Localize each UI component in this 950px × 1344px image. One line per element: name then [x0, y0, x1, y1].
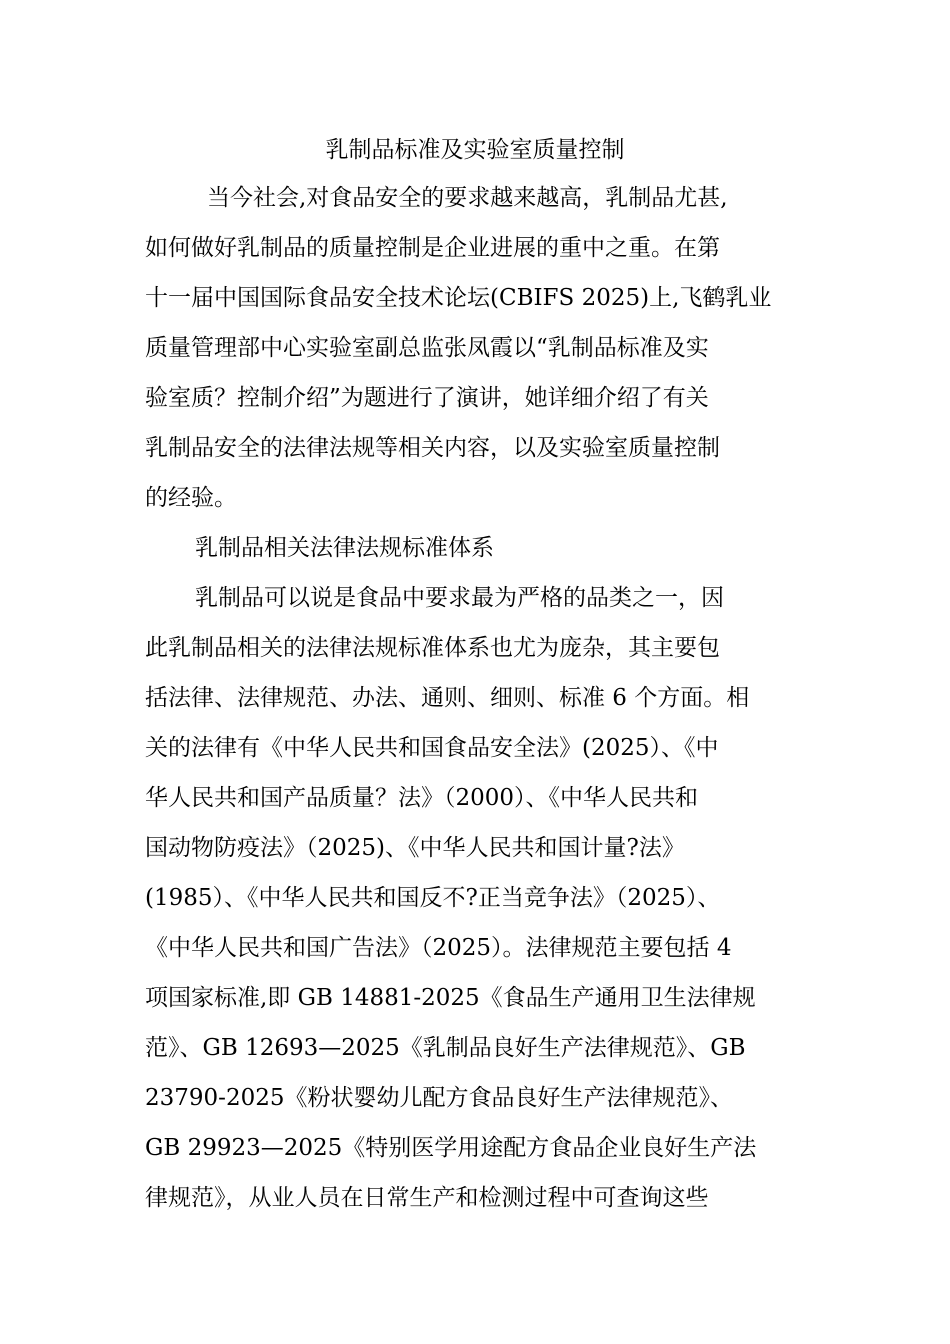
body-line: 乳制品可以说是食品中要求最为严格的品类之一，因 — [195, 585, 724, 611]
body-line: 十一届中国国际食品安全技术论坛(CBIFS 2025)上,飞鹤乳业 — [145, 285, 772, 311]
document-title: 乳制品标准及实验室质量控制 — [325, 137, 625, 163]
body-line: 范》、GB 12693—2025《乳制品良好生产法律规范》、GB — [145, 1035, 746, 1061]
body-line: 关的法律有《中华人民共和国食品安全法》(2025）、《中 — [145, 735, 719, 761]
body-line: 质量管理部中心实验室副总监张凤霞以“乳制品标准及实 — [145, 335, 709, 361]
body-line: 《中华人民共和国广告法》（2025）。法律规范主要包括 4 — [145, 935, 732, 961]
body-line: GB 29923—2025《特别医学用途配方食品企业良好生产法 — [145, 1135, 757, 1161]
body-line: 华人民共和国产品质量？法》（2000）、《中华人民共和 — [145, 785, 699, 811]
body-line: 23790-2025《粉状婴幼儿配方食品良好生产法律规范》、 — [145, 1085, 733, 1111]
body-line: 律规范》，从业人员在日常生产和检测过程中可查询这些 — [145, 1185, 709, 1211]
body-line: 括法律、法律规范、办法、通则、细则、标准 6 个方面。相 — [145, 685, 750, 711]
body-line: 乳制品安全的法律法规等相关内容，以及实验室质量控制 — [145, 435, 720, 461]
body-line: 验室质？控制介绍”为题进行了演讲，她详细介绍了有关 — [145, 385, 709, 411]
body-line: (1985）、《中华人民共和国反不?正当竞争法》（2025）、 — [145, 885, 721, 911]
section-heading: 乳制品相关法律法规标准体系 — [195, 535, 494, 561]
body-line: 如何做好乳制品的质量控制是企业进展的重中之重。在第 — [145, 235, 720, 261]
body-line: 项国家标准,即 GB 14881-2025《食品生产通用卫生法律规 — [145, 985, 756, 1011]
body-line: 国动物防疫法》（2025)、《中华人民共和国计量?法》 — [145, 835, 685, 861]
document-body — [145, 178, 825, 1228]
body-line: 此乳制品相关的法律法规标准体系也尤为庞杂，其主要包 — [145, 635, 720, 661]
body-line: 的经验。 — [145, 485, 237, 511]
body-line: 当今社会,对食品安全的要求越来越高，乳制品尤甚, — [207, 185, 728, 211]
